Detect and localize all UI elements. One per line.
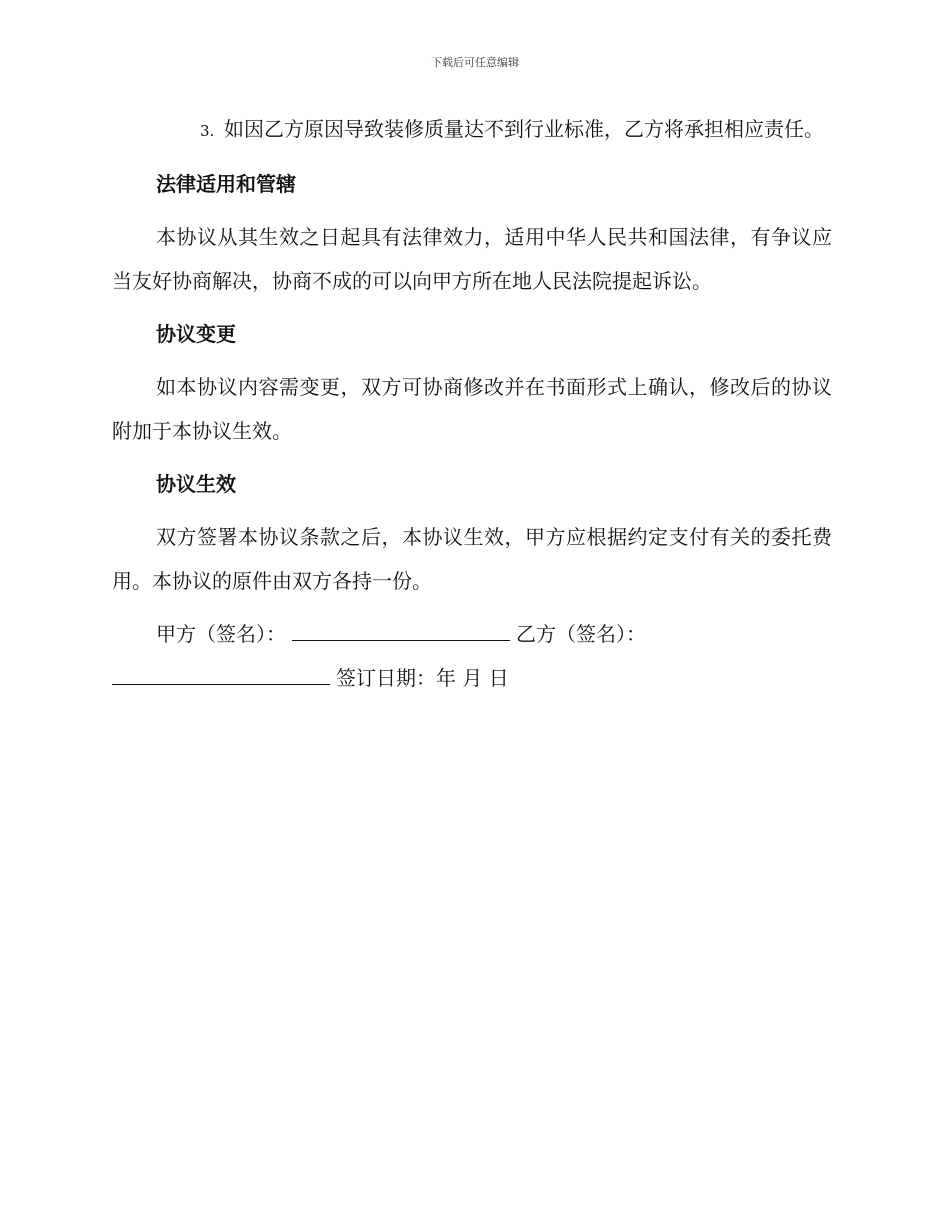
party-b-signature-label: 乙方（签名）： <box>516 622 646 646</box>
document-body <box>112 107 832 700</box>
party-b-signature-line[interactable] <box>112 664 330 685</box>
effect-paragraph: 双方签署本协议条款之后，本协议生效，甲方应根据约定支付有关的委托费用。本协议的原件由双方各持一份。 <box>112 525 832 593</box>
law-heading: 法律适用和管辖 <box>156 172 296 196</box>
signature-block <box>112 612 832 656</box>
clause-3-paragraph <box>112 107 832 153</box>
law-paragraph: 本协议从其生效之日起具有法律效力，适用中华人民共和国法律，有争议应当友好协商解决，协商不成的可以向甲方所在地人民法院提起诉讼。 <box>112 225 832 293</box>
change-heading: 协议变更 <box>156 322 236 346</box>
party-a-signature-line[interactable] <box>292 620 510 641</box>
change-paragraph: 如本协议内容需变更，双方可协商修改并在书面形式上确认，修改后的协议附加于本协议生效。 <box>112 375 832 443</box>
clause-3-number: 3. <box>200 122 215 140</box>
clause-3-text: 如因乙方原因导致装修质量达不到行业标准，乙方将承担相应责任。 <box>224 117 824 141</box>
page-header-note: 下载后可任意编辑 <box>431 56 519 69</box>
signature-block-continued <box>112 656 832 700</box>
party-a-signature-label: 甲方（签名）： <box>156 622 286 646</box>
effect-heading: 协议生效 <box>156 472 236 496</box>
signing-date-label: 签订日期：年 月 日 <box>336 666 509 690</box>
